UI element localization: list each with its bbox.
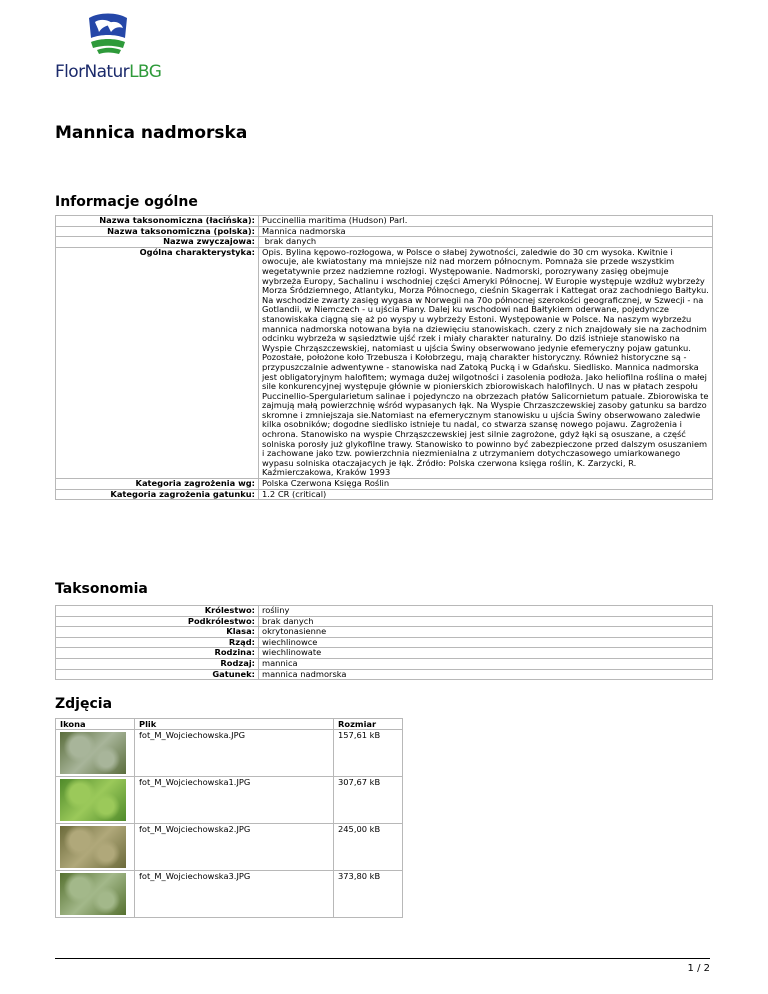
row-label: Rodzina: <box>56 648 259 659</box>
table-row <box>56 616 713 627</box>
footer-divider <box>55 958 710 959</box>
row-label: Rodzaj: <box>56 658 259 669</box>
row-label: Kategoria zagrożenia gatunku: <box>56 489 259 500</box>
row-value: wiechlinowce <box>259 637 713 648</box>
row-value: mannica nadmorska <box>259 669 713 680</box>
photo-thumbnail-cell <box>56 730 135 777</box>
page-title: Mannica nadmorska <box>55 123 248 143</box>
photo-thumbnail[interactable] <box>60 779 126 821</box>
table-row <box>56 606 713 617</box>
photo-file-name[interactable]: fot_M_Wojciechowska.JPG <box>135 730 334 777</box>
row-label: Królestwo: <box>56 606 259 617</box>
section-heading-photos: Zdjęcia <box>55 696 113 712</box>
site-logo <box>55 12 170 82</box>
section-heading-taxonomy: Taksonomia <box>55 581 148 597</box>
photo-thumbnail[interactable] <box>60 873 126 915</box>
row-label: Klasa: <box>56 627 259 638</box>
logo-wordmark: FlorNaturLBG <box>55 62 162 82</box>
logo-emblem-icon <box>85 12 131 58</box>
photos-table <box>55 718 403 918</box>
photo-thumbnail-cell <box>56 777 135 824</box>
row-label: Kategoria zagrożenia wg: <box>56 479 259 490</box>
photo-row <box>56 730 403 777</box>
photo-row <box>56 777 403 824</box>
column-header-file: Plik <box>135 719 334 730</box>
table-row <box>56 637 713 648</box>
photo-thumbnail[interactable] <box>60 732 126 774</box>
row-value: brak danych <box>259 237 713 248</box>
row-label: Nazwa taksonomiczna (łacińska): <box>56 216 259 227</box>
row-label: Rząd: <box>56 637 259 648</box>
photo-row <box>56 824 403 871</box>
row-value: Puccinellia maritima (Hudson) Parl. <box>259 216 713 227</box>
table-row <box>56 216 713 227</box>
table-row <box>56 669 713 680</box>
table-row <box>56 479 713 490</box>
table-row <box>56 226 713 237</box>
photo-file-name[interactable]: fot_M_Wojciechowska2.JPG <box>135 824 334 871</box>
taxonomy-table <box>55 605 713 680</box>
photo-thumbnail-cell <box>56 824 135 871</box>
row-value: rośliny <box>259 606 713 617</box>
photo-row <box>56 871 403 918</box>
photo-file-name[interactable]: fot_M_Wojciechowska1.JPG <box>135 777 334 824</box>
photo-file-size: 307,67 kB <box>334 777 403 824</box>
table-row <box>56 247 713 478</box>
row-label: Ogólna charakterystyka: <box>56 247 259 478</box>
section-heading-general: Informacje ogólne <box>55 194 198 210</box>
photo-file-size: 157,61 kB <box>334 730 403 777</box>
table-row <box>56 648 713 659</box>
table-header-row <box>56 719 403 730</box>
page-number: 1 / 2 <box>687 963 710 974</box>
row-label: Gatunek: <box>56 669 259 680</box>
row-value: 1.2 CR (critical) <box>259 489 713 500</box>
row-value: brak danych <box>259 616 713 627</box>
row-value: okrytonasienne <box>259 627 713 638</box>
row-label: Podkrólestwo: <box>56 616 259 627</box>
row-label: Nazwa taksonomiczna (polska): <box>56 226 259 237</box>
photo-file-size: 373,80 kB <box>334 871 403 918</box>
table-row <box>56 489 713 500</box>
table-row <box>56 627 713 638</box>
photo-thumbnail-cell <box>56 871 135 918</box>
table-row <box>56 658 713 669</box>
photo-file-size: 245,00 kB <box>334 824 403 871</box>
row-value: mannica <box>259 658 713 669</box>
general-info-table <box>55 215 713 500</box>
column-header-icon: Ikona <box>56 719 135 730</box>
row-value: wiechlinowate <box>259 648 713 659</box>
column-header-size: Rozmiar <box>334 719 403 730</box>
row-label: Nazwa zwyczajowa: <box>56 237 259 248</box>
row-value: Polska Czerwona Księga Roślin <box>259 479 713 490</box>
table-row <box>56 237 713 248</box>
row-value: Mannica nadmorska <box>259 226 713 237</box>
photo-file-name[interactable]: fot_M_Wojciechowska3.JPG <box>135 871 334 918</box>
description-text: Opis. Bylina kępowo-rozłogowa, w Polsce o słabej żywotności, zaledwie do 30 cm wysoka. Kwitnie i owocuje, ale kwiatostany ma mniejsze niż nad morzem północnym. Pomnaża sie przede wszystkim wegetatywnie przez nadziemne rozłogi. Występowanie. Nadmorski, porozrywany zasięg obejmuje wybrzeża Europy, Sachalinu i wschodniej części Ameryki Północnej. W Europie występuje wzdłuż wybrzeży Morza Śródziemnego, Atlantyku, Morza Północnego, cieśnin Skagerrak i Kattegat oraz zachodniego Bałtyku. Na wschodzie zwarty zasięg wygasa w Norwegii na 70o północnej szerokości geograficznej, w Szwecji - na Gotlandii, w Niemczech - u ujścia Piany. Dalej ku wschodowi nad Bałtykiem oderwane, pojedyncze stanowiskaka ciągną się aż po wyspy u wybrzeży Estoni. Występowanie w Polsce. Na naszym wybrzeżu mannica nadmorska notowana była na dziewięciu stanowiskach. czery z nich znajdowały sie na zachodnim odcinku wybrzeża w sąsiedztwie ujść rzek i miały charakter naturalny. Do dziś istnieje stanowisko na Wyspie Chrząszczewskiej, natomiast u ujścia Świny obserwowano jedynie efemeryczny pojaw gatunku. Pozostałe, położone koło Trzebusza i Kołobrzegu, mają charakter historyczny. Również historyczne są - przypuszczalnie adwentywne - stanowiska nad Zatoką Pucką i w Gdańsku. Siedlisko. Mannica nadmorska jest obligatoryjnym halofitem; wymaga dużej wilgotności i zasolenia podłoża. Jako heliofilna roślina o małej sile konkurencyjnej występuje głównie w pionierskich zbiorowiskach halofilnych. U nas w płatach zespołu Puccinellio-Spergularietum salinae i pojedynczo na obrzezach płatów Salicornietum patuale. Zbiorowiska te zajmują małą powierzchnię wśród wypasanych łąk. Na Wyspie Chrzaszczewskiej zasoby gatunku sa bardzo skromne i zmniejszaja sie.Natomiast na efemerycznym stanowisku u ujścia Świny obserwowano zaledwie kilka osobników; dogodne siedlisko istnieje tu nadal, co stwarza szansę nowego pojawu. Zagrożenia i ochrona. Stanowisko na wyspie Chrząszczewskiej jest silnie zagrożone, gdyż łąki są osuszane, a część solniska porosły już glykofilne trawy. Stanowisko to powinno być zabezpieczone przed dalszym osuszaniem i zachowane jako tzw. powierzchnia niezmienialna z utrzymaniem dotychczasowego umiarkowanego wypasu solniska otaczajacych je łąk. Źródło: Polska czerwona księga roślin, K. Zarzycki, R. Kaźmierczakowa, Kraków 1993 <box>259 247 713 478</box>
photo-thumbnail[interactable] <box>60 826 126 868</box>
